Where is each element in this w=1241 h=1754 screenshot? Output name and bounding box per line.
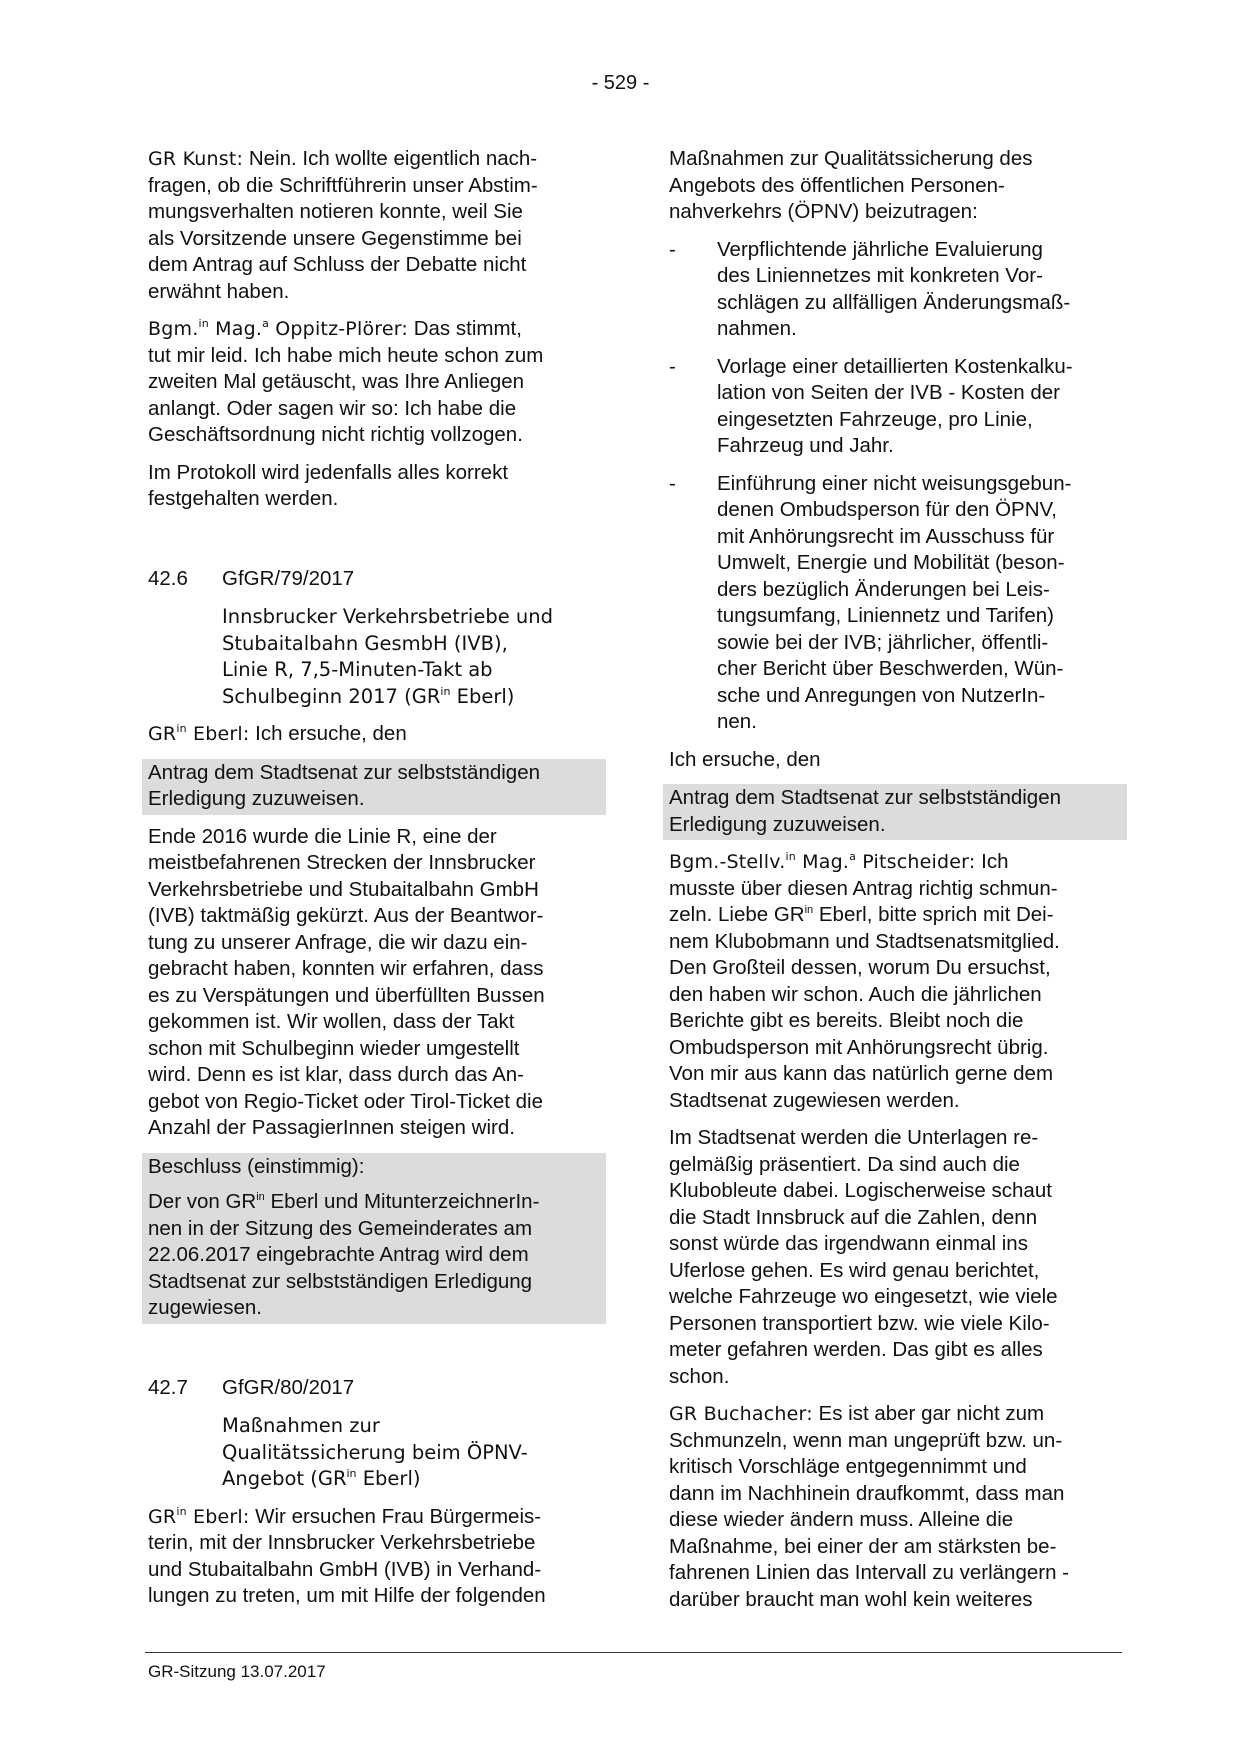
- agenda-code: GfGR/79/2017: [222, 566, 355, 590]
- motion-reasoning: Ende 2016 wurde die Linie R, eine der meistbefahrenen Strecken der Innsbrucker Verkehrsbetriebe und Stubaitalbahn GmbH (IVB) taktmäßig gekürzt. Aus der Beantwor- tung zu unserer Anfrage, die wir dazu ein- gebracht haben, konnten wir erfahren, dass es zu Verspätungen und überfüllten Bussen gekommen ist. Wir wollen, dass der Takt schon mit Schulbeginn wieder umgestellt wird. Denn es ist klar, dass durch das An- gebot von Regio-Ticket oder Tirol-Ticket die Anzahl der PassagierInnen steigen wird.: [148, 824, 545, 1139]
- speaker-name: Bgm.$^{in}$ Mag.$^a$ Oppitz-Plörer:: [148, 317, 409, 340]
- motion-box: Antrag dem Stadtsenat zur selbstständigen Erledigung zuzuweisen.: [142, 759, 606, 815]
- speech-buchacher: GR Buchacher: Es ist aber gar nicht zum Schmunzeln, wenn man ungeprüft bzw. un- kritisch Vorschläge entgegennimmt und dann im Nachhinein draufkommt, dass man diese wieder ändern muss. Alleine die Maßnahme, bei einer der am stärksten be- fahrenen Linien das Intervall zu verlängern - darüber braucht man wohl kein weiteres: [669, 1402, 1069, 1611]
- speaker-name: Bgm.-Stellv.$^{in}$ Mag.$^a$ Pitscheider:: [669, 850, 976, 873]
- motion-request: Ich ersuche, den: [669, 747, 821, 771]
- decision-box: [142, 1153, 606, 1324]
- agenda-item-42-6-header: [148, 566, 600, 593]
- dash-bullet: -: [669, 237, 676, 261]
- agenda-number: 42.7: [148, 1375, 188, 1399]
- agenda-title: Maßnahmen zur Qualitätssicherung beim ÖPNV- Angebot ($GR^{in}$ Eberl): [222, 1414, 528, 1490]
- decision-text: Der von $GR^{in}$ Eberl und MitunterzeichnerIn- nen in der Sitzung des Gemeinderates am 22.06.2017 eingebrachte Antrag wird dem Stadtsenat zur selbstständigen Erledigung zugewiesen.: [148, 1190, 540, 1319]
- protocol-note: Im Protokoll wird jedenfalls alles korrekt festgehalten werden.: [148, 460, 509, 510]
- motion-continuation: Maßnahmen zur Qualitätssicherung des Angebots des öffentlichen Personen- nahverkehrs (ÖPNV) beizutragen:: [669, 147, 1033, 223]
- list-item: - Vorlage einer detaillierten Kostenkalku- lation von Seiten der IVB - Kosten der eingesetzten Fahrzeuge, pro Linie, Fahrzeug und Jahr.: [669, 354, 1121, 460]
- page-number: - 529 -: [591, 72, 650, 94]
- motion-text: $GR^{in}$ Eberl: Wir ersuchen Frau Bürgermeis- terin, mit der Innsbrucker Verkehrsbetriebe und Stubaitalbahn GmbH (IVB) in Verhand- lungen zu treten, um mit Hilfe der folgenden: [148, 1504, 546, 1607]
- right-column: [669, 146, 1121, 1624]
- agenda-code: GfGR/80/2017: [222, 1375, 355, 1399]
- speech-pitscheider: Bgm.-Stellv.$^{in}$ Mag.$^a$ Pitscheider: Ich musste über diesen Antrag richtig schmun- zeln. Liebe $GR^{in}$ Eberl, bitte sprich mit Dei- nem Klubobmann und Stadtsenatsmitglied. Den Großteil dessen, worum Du ersuchst, den haben wir schon. Auch die jährlichen Berichte gibt es bereits. Bleibt noch die Ombudsperson mit Anhörungsrecht übrig. Von mir aus kann das natürlich gerne dem Stadtsenat zugewiesen werden.: [669, 850, 1060, 1112]
- agenda-title: Innsbrucker Verkehrsbetriebe und Stubaitalbahn GesmbH (IVB), Linie R, 7,5-Minuten-Takt ab Schulbeginn 2017 ($GR^{in}$ Eberl): [222, 605, 554, 708]
- speaker-name: $GR^{in}$ Eberl:: [148, 722, 250, 745]
- footer-text: GR-Sitzung 13.07.2017: [148, 1662, 326, 1681]
- motion-intro: $GR^{in}$ Eberl: Ich ersuche, den: [148, 722, 407, 745]
- speech-pitscheider-continued: Im Stadtsenat werden die Unterlagen re- gelmäßig präsentiert. Da sind auch die Klubobleute dabei. Logischerweise schaut die Stadt Innsbruck auf die Zahlen, denn sonst würde das irgendwann einmal ins Uferlose gehen. Es wird genau berichtet, welche Fahrzeuge wo eingesetzt, wie viele Personen transportiert bzw. wie viele Kilo- meter gefahren werden. Das gibt es alles schon.: [669, 1126, 1058, 1388]
- agenda-item-42-7-header: [148, 1375, 600, 1402]
- decision-heading: Beschluss (einstimmig):: [148, 1154, 365, 1178]
- motion-box: Antrag dem Stadtsenat zur selbstständigen Erledigung zuzuweisen.: [663, 784, 1127, 840]
- dash-bullet: -: [669, 354, 676, 378]
- speech-kunst: GR Kunst: Nein. Ich wollte eigentlich nach- fragen, ob die Schriftführerin unser Abstim- mungsverhalten notieren konnte, weil Sie als Vorsitzende unsere Gegenstimme bei dem Antrag auf Schluss der Debatte nicht erwähnt haben.: [148, 147, 538, 303]
- footer-divider: [145, 1652, 1122, 1653]
- list-item: - Einführung einer nicht weisungsgebun- denen Ombudsperson für den ÖPNV, mit Anhörungsrecht im Ausschuss für Umwelt, Energie und Mobilität (beson- ders bezüglich Änderungen bei Leis- tungsumfang, Liniennetz und Tarifen) sowie bei der IVB; jährlicher, öffentli- cher Bericht über Beschwerden, Wün- sche und Anregungen von NutzerIn- nen.: [669, 471, 1121, 736]
- dash-bullet: -: [669, 471, 676, 495]
- speech-oppitz-ploerer: Bgm.$^{in}$ Mag.$^a$ Oppitz-Plörer: Das stimmt, tut mir leid. Ich habe mich heute schon zum zweiten Mal getäuscht, was Ihre Anliegen anlangt. Oder sagen wir so: Ich habe die Geschäftsordnung nicht richtig vollzogen.: [148, 317, 544, 446]
- left-column: [148, 146, 600, 1621]
- speaker-name: GR Kunst:: [148, 148, 244, 170]
- speaker-name: GR Buchacher:: [669, 1403, 813, 1425]
- agenda-number: 42.6: [148, 566, 188, 590]
- speaker-name: $GR^{in}$ Eberl:: [148, 1504, 250, 1528]
- list-item: - Verpflichtende jährliche Evaluierung des Liniennetzes mit konkreten Vor- schlägen zu allfälligen Änderungsmaß- nahmen.: [669, 237, 1121, 343]
